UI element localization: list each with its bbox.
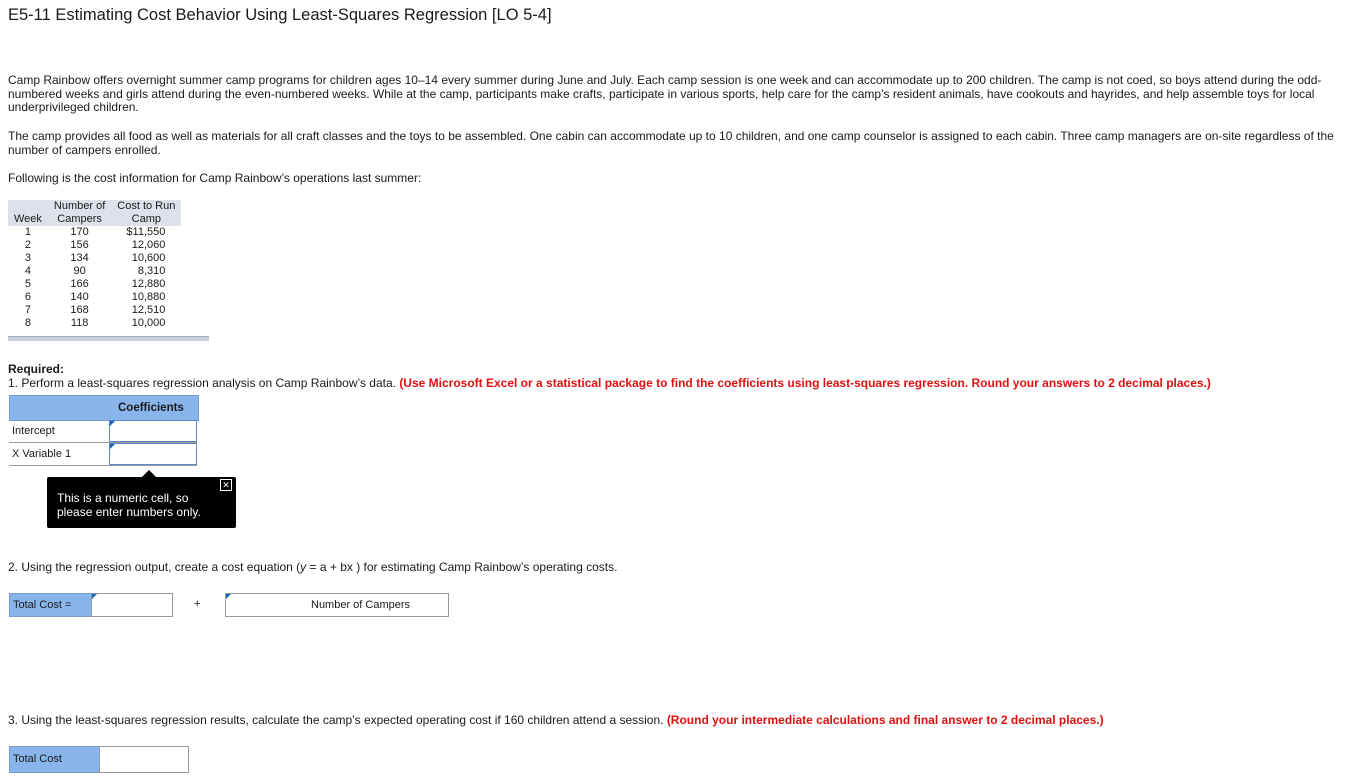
cost-cell: 12,510 (131, 304, 166, 316)
table-row (8, 252, 181, 265)
cost-header-line1: Cost to Run (111, 200, 181, 213)
week-cell: 7 (24, 304, 32, 316)
intercept-input[interactable] (109, 420, 197, 442)
week-cell: 8 (8, 317, 48, 330)
cost-cell: 8,310 (111, 265, 181, 278)
table-row (8, 278, 181, 291)
intercept-row (9, 419, 197, 443)
cost-cell: 10,000 (111, 317, 181, 330)
week-cell: 3 (24, 252, 32, 264)
x-variable-row (9, 442, 197, 466)
total-cost-equals-label: Total Cost = (9, 593, 92, 617)
campers-cell: 118 (48, 317, 111, 330)
campers-cell: 140 (48, 291, 111, 304)
campers-cell: 170 (70, 226, 89, 238)
q1-note: (Use Microsoft Excel or a statistical package to find the coefficients using least-squares regression. Round your answers to 2 decimal places.) (399, 376, 1211, 390)
cost-cell: 10,600 (131, 252, 166, 264)
input-marker-icon (110, 421, 115, 426)
required-heading: Required: (8, 362, 65, 376)
plus-sign: + (194, 598, 201, 610)
table-row (8, 304, 181, 317)
numeric-cell-tooltip (47, 477, 236, 528)
intercept-answer-input[interactable] (91, 593, 173, 617)
cost-cell: 12,060 (111, 239, 181, 252)
campers-cell: 134 (70, 252, 89, 264)
table-row (8, 265, 181, 278)
tooltip-arrow (142, 470, 156, 477)
table-bottom-rule (8, 336, 209, 341)
cost-paragraph: The camp provides all food as well as materials for all craft classes and the toys to be assembled. One cabin can accommodate up to 10 children, and one camp counselor is assigned to each cabin. Three camp managers are on-site regardless of the number of campers enrolled. (8, 129, 1334, 157)
input-marker-icon (110, 444, 115, 449)
table-row (8, 226, 181, 239)
x-variable-label: X Variable 1 (12, 448, 72, 460)
week-cell: 4 (8, 265, 48, 278)
campers-cell: 156 (48, 239, 111, 252)
cost-cell: $11,550 (126, 226, 166, 238)
table-row (8, 291, 181, 304)
slope-answer-input[interactable] (225, 593, 309, 617)
total-cost-label: Total Cost (9, 746, 100, 773)
week-cell: 6 (8, 291, 48, 304)
q3-text: 3. Using the least-squares regression results, calculate the camp’s expected operating cost if 160 children attend a session. (Round your intermediate calculations and final answer to 2 decimal places.) (8, 713, 1104, 727)
cost-header-line2: Camp (111, 213, 181, 226)
x-variable-input[interactable] (109, 443, 197, 465)
week-cell: 1 (24, 226, 32, 238)
cost-data-table (8, 200, 181, 330)
week-cell: 5 (24, 278, 32, 290)
coefficients-header-label: Coefficients (118, 402, 184, 414)
tooltip-message: This is a numeric cell, so please enter numbers only. (57, 491, 201, 519)
table-row (8, 239, 181, 252)
week-header: Week (8, 200, 48, 226)
campers-cell: 168 (70, 304, 89, 316)
required-section (8, 362, 1211, 390)
input-marker-icon (92, 594, 97, 599)
campers-header-line1: Number of (48, 200, 111, 213)
following-paragraph: Following is the cost information for Camp Rainbow’s operations last summer: (8, 171, 422, 185)
input-marker-icon (226, 594, 231, 599)
number-of-campers-label: Number of Campers (308, 593, 449, 617)
intercept-label: Intercept (12, 425, 55, 437)
q1-text: 1. Perform a least-squares regression analysis on Camp Rainbow’s data. (8, 376, 400, 390)
week-cell: 2 (8, 239, 48, 252)
campers-cell: 90 (48, 265, 111, 278)
campers-header-line2: Campers (48, 213, 111, 226)
q2-text: 2. Using the regression output, create a cost equation (y = a + bx ) for estimating Camp Rainbow’s operating costs. (8, 560, 618, 574)
intro-paragraph: Camp Rainbow offers overnight summer camp programs for children ages 10–14 every summer during June and July. Each camp session is one week and can accommodate up to 200 children. The camp is not coed, so boys attend during the odd-numbered weeks and girls attend during the even-numbered weeks. While at the camp, participants make crafts, participate in various sports, help care for the camp’s resident animals, have cookouts and hayrides, and help assemble toys for local underprivileged children. (8, 73, 1322, 114)
coefficients-header (9, 395, 199, 421)
total-cost-input[interactable] (99, 746, 189, 773)
cost-cell: 12,880 (131, 278, 166, 290)
close-icon[interactable]: ✕ (220, 479, 232, 491)
table-row (8, 317, 181, 330)
campers-cell: 166 (70, 278, 89, 290)
cost-cell: 10,880 (111, 291, 181, 304)
page-title: E5-11 Estimating Cost Behavior Using Least-Squares Regression [LO 5-4] (8, 6, 552, 24)
